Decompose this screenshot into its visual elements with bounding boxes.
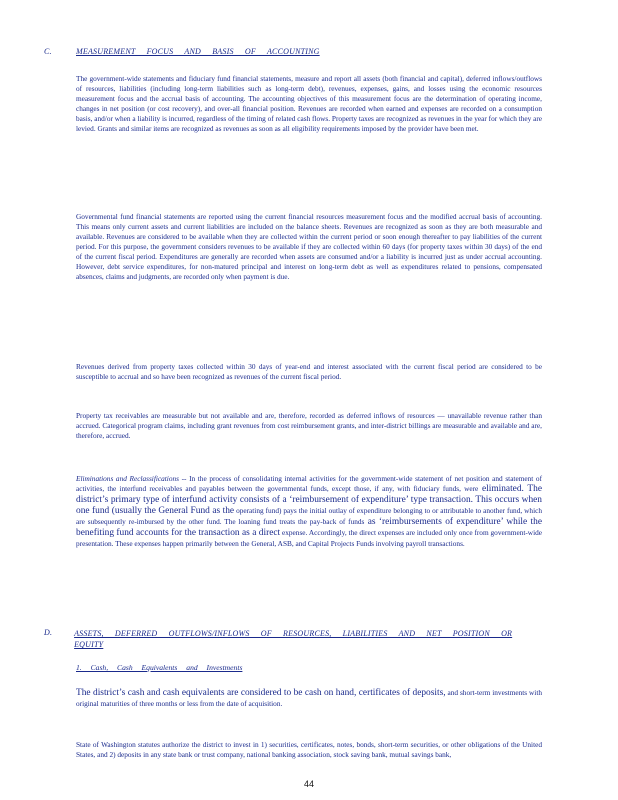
- paragraph-cash-equivalents: [76, 688, 542, 709]
- eliminations-label: Eliminations and Reclassifications: [76, 474, 179, 483]
- section-c-heading: [44, 47, 320, 56]
- section-d-title: ASSETS, DEFERRED OUTFLOWS/INFLOWS OF RESOURCES, LIABILITIES AND NET POSITION OR EQUITY: [74, 629, 513, 649]
- section-d-heading: [44, 628, 524, 650]
- section-d-letter: D.: [44, 628, 53, 637]
- eliminations-text-b: eliminated. The district’s primary type of interfund activity consists of a ‘reimbursement of expenditure’ type transaction. This occurs when one fund (usually the General Fund as the: [76, 484, 542, 516]
- eliminations-text-c: operating fund) pays the initial outlay of expenditure belonging to or attributable to another fund, which are subsequently re-imbursed by the other fund. The loaning fund treats the pay-back of funds: [76, 506, 542, 526]
- paragraph-accrual-basis: The government-wide statements and fiduciary fund financial statements, measure and report all assets (both financial and capital), deferred inflows/outflows of resources, liabilities (including long-term liabilities such as long-term debt), revenues, expenses, gains, and losses using the economic resources measurement focus and the accrual basis of accounting. The accounting objectives of this measurement focus are the determination of operating income, changes in net position (or cost recovery), and over-all financial position. Revenues are recorded when earned and expenses are recorded on a consumption basis, and/or when a liability is incurred, regardless of the timing of related cash flows. Property taxes are recognized as revenues in the year for which they are levied. Grants and similar items are recognized as revenues as soon as all eligibility requirements imposed by the provider have been met.: [76, 74, 542, 133]
- eliminations-text-d: as ‘reimbursements of expenditure’ while the benefiting fund accounts for the transaction as a direct: [76, 517, 542, 538]
- cash-text-rest: and short-term investments with original maturities of three months or less from the date of acquisition.: [76, 688, 542, 708]
- subsection-cash-heading: 1. Cash, Cash Equivalents and Investments: [76, 663, 243, 672]
- paragraph-eliminations: [76, 474, 542, 549]
- paragraph-property-tax-revenue: Revenues derived from property taxes collected within 30 days of year-end and interest associated with the current fiscal period are considered to be susceptible to accrual and so have been recognized as revenues of the current fiscal period.: [76, 362, 542, 381]
- paragraph-state-statutes: State of Washington statutes authorize the district to invest in 1) securities, certificates, notes, bonds, short-term securities, or other obligations of the United States, and 2) deposits in any state bank or trust company, national banking association, stock saving bank, mutual savings bank,: [76, 740, 542, 759]
- paragraph-property-tax-receivables: Property tax receivables are measurable but not available and are, therefore, recorded as deferred inflows of resources — unavailable revenue rather than accrued. Categorical program claims, including grant revenues from cost reimbursement grants, and inter-district billings are measurable and available and are, therefore, accrued.: [76, 411, 542, 440]
- eliminations-text-e: expense. Accordingly, the direct expenses are included only once from government-wide presentation. These expenses happen primarily between the General, ASB, and Capital Projects Funds involving payroll transactions.: [76, 528, 542, 548]
- paragraph-modified-accrual: Governmental fund financial statements are reported using the current financial resources measurement focus and the modified accrual basis of accounting. This means only current assets and current liabilities are included on the balance sheets. Revenues are recognized as soon as they are both measurable and available. Revenues are considered to be available when they are collected within the current period or soon enough thereafter to pay liabilities of the current period. For this purpose, the government considers revenues to be available if they are collected within 60 days (for property taxes within 30 days) of the end of the current fiscal period. Expenditures are generally are recorded when assets are consumed and/or a liability is incurred just as under accrual accounting. However, debt service expenditures, for non-matured principal and interest on long-term debt as well as expenditures related to pensions, compensated absences, claims and judgments, are recorded only when payment is due.: [76, 212, 542, 281]
- eliminations-text-a: -- In the process of consolidating internal activities for the government-wide statement of net position and statement of activities, the interfund receivables and payables between the governmental funds, except those, if any, with fiduciary funds, were: [76, 474, 542, 493]
- section-c-letter: C.: [44, 47, 52, 56]
- page-number: 44: [303, 779, 314, 789]
- cash-text-big: The district’s cash and cash equivalents are considered to be cash on hand, certificates of deposits,: [76, 688, 446, 698]
- section-c-title: MEASUREMENT FOCUS AND BASIS OF ACCOUNTING: [76, 47, 320, 56]
